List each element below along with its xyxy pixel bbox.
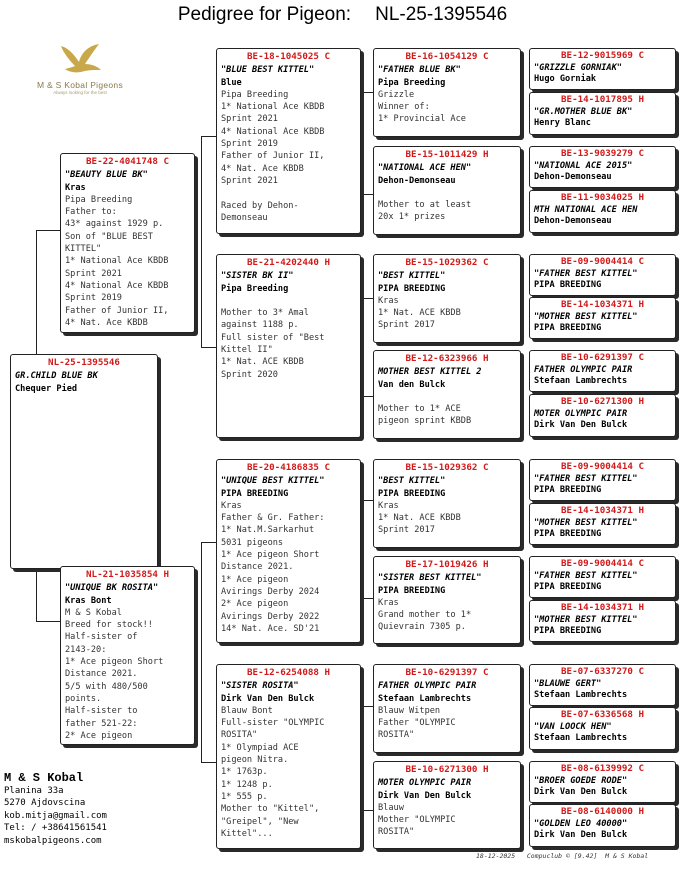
ring-number: BE-07-6336568 H [561, 709, 644, 720]
pigeon-card-gggp5[interactable] [529, 254, 676, 296]
pigeon-color: PIPA BREEDING [534, 485, 602, 496]
connector-line [36, 230, 60, 231]
connector-line [201, 542, 202, 762]
pigeon-name: "BEST KITTEL" [378, 271, 446, 282]
owner-address: Planina 33a [4, 785, 64, 796]
pigeon-color: Dirk Van Den Bulck [534, 830, 628, 841]
pigeon-card-gggp12[interactable] [529, 600, 676, 642]
pigeon-name: FATHER OLYMPIC PAIR [534, 364, 633, 375]
pigeon-card-gggp10[interactable] [529, 503, 676, 545]
ring-number: BE-09-9004414 C [561, 256, 644, 267]
pigeon-card-ggp2[interactable] [373, 146, 521, 235]
connector-line [201, 762, 216, 763]
ring-number: NL-25-1395546 [48, 357, 120, 368]
pigeon-notes: Pipa Breeding Father to: 43* against 1929 p. Son of "BLUE BEST KITTEL" 1* National Ace KBDB Sprint 2021 4* National Ace KBDB Sprint 2019 Father of Junior II, 4* Nat. Ace KBDB [65, 194, 169, 328]
pigeon-card-subject[interactable] [10, 354, 158, 569]
pigeon-color: Dirk Van Den Bulck [378, 790, 472, 801]
owner-phone: Tel: / +38641561541 [4, 823, 107, 833]
pigeon-color: Henry Blanc [534, 118, 591, 129]
ring-number: BE-08-6140000 H [561, 806, 644, 817]
pigeon-card-gggp11[interactable] [529, 556, 676, 598]
title-ring: NL-25-1395546 [375, 4, 508, 25]
pigeon-name: "BEAUTY BLUE BK" [65, 170, 148, 181]
pigeon-card-gggp1[interactable] [529, 48, 676, 90]
connector-line [201, 136, 202, 347]
pigeon-name: "SISTER BEST KITTEL" [378, 573, 482, 584]
pigeon-card-ggp7[interactable] [373, 664, 521, 753]
pigeon-color: Dirk Van Den Bulck [221, 693, 315, 704]
ring-number: BE-12-9015969 C [561, 50, 644, 61]
pigeon-name: FATHER OLYMPIC PAIR [378, 681, 477, 692]
pigeon-card-gggp15[interactable] [529, 761, 676, 803]
pigeon-color: Stefaan Lambrechts [534, 376, 628, 387]
pigeon-name: "UNIQUE BEST KITTEL" [221, 476, 325, 487]
pigeon-name: "NATIONAL ACE HEN" [378, 163, 472, 174]
owner-info [4, 772, 107, 847]
pigeon-color: Hugo Gorniak [534, 74, 597, 85]
pigeon-card-gggp2[interactable] [529, 92, 676, 135]
pigeon-name: "SISTER BK II" [221, 271, 294, 282]
pigeon-color: Pipa Breeding [221, 283, 289, 294]
ring-number: BE-09-9004414 C [561, 558, 644, 569]
pigeon-name: "MOTHER BEST KITTEL" [534, 517, 638, 528]
pigeon-notes: Kras Grand mother to 1* Quievrain 7305 p. [378, 597, 472, 633]
ring-number: BE-15-1029362 C [405, 257, 489, 268]
ring-number: BE-13-9039279 C [561, 148, 644, 159]
pigeon-color: Dehon-Demonseau [378, 175, 456, 186]
pigeon-notes: Grizzle Winner of: 1* Provincial Ace [378, 89, 466, 125]
ring-number: BE-08-6139992 C [561, 763, 644, 774]
ring-number: BE-12-6254088 H [247, 667, 330, 678]
pigeon-name: "BEST KITTEL" [378, 476, 446, 487]
connector-line [201, 542, 216, 543]
ring-number: BE-10-6291397 C [561, 352, 644, 363]
ring-number: NL-21-1035854 H [86, 569, 169, 580]
connector-line [36, 621, 60, 622]
page-title [0, 4, 685, 26]
ring-number: BE-18-1045025 C [247, 51, 330, 62]
pigeon-color: Kras Bont [65, 595, 112, 606]
pigeon-color: Van den Bulck [378, 379, 446, 390]
connector-line [363, 194, 373, 195]
pigeon-card-ggp4[interactable] [373, 350, 521, 439]
pigeon-card-gggp6[interactable] [529, 297, 676, 339]
pigeon-color: PIPA BREEDING [378, 488, 446, 499]
pigeon-color: PIPA BREEDING [534, 529, 602, 540]
pigeon-color: Blue [221, 77, 242, 88]
connector-line [363, 500, 373, 501]
pigeon-notes: Kras Father & Gr. Father: 1* Nat.M.Sarkarhut 5031 pigeons 1* Ace pigeon Short Distance 2021. 1* Ace pigeon Avirings Derby 2024 2* Ace pigeon Avirings Derby 2022 14* Nat. Ace. SD'21 [221, 500, 325, 634]
pigeon-notes: Blauw Mother "OLYMPIC ROSITA" [378, 802, 456, 838]
pigeon-card-gggp4[interactable] [529, 190, 676, 233]
pigeon-color: PIPA BREEDING [534, 582, 602, 593]
owner-city: 5270 Ajdovscina [4, 798, 86, 808]
pigeon-notes: Blauw Bont Full-sister "OLYMPIC ROSITA" 1* Olympiad ACE pigeon Nitra. 1* 1763p. 1* 1248 p. 1* 555 p. Mother to "Kittel", "Greipel", "New Kittel"... [221, 705, 325, 839]
pigeon-card-gggp14[interactable] [529, 707, 676, 750]
pigeon-color: Stefaan Lambrechts [534, 733, 628, 744]
pigeon-card-gp4[interactable] [216, 664, 361, 849]
pigeon-color: PIPA BREEDING [534, 280, 602, 291]
ring-number: BE-14-1017895 H [561, 94, 644, 105]
pigeon-card-gp2[interactable] [216, 254, 361, 438]
logo [24, 42, 136, 102]
owner-name: M & S Kobal [4, 771, 84, 785]
ring-number: BE-14-1034371 H [561, 299, 644, 310]
dove-icon [53, 42, 107, 76]
pigeon-name: "BROER GOEDE RODE" [534, 775, 628, 786]
pigeon-name: "FATHER BEST KITTEL" [534, 268, 638, 279]
connector-line [36, 569, 37, 621]
pigeon-name: "UNIQUE BK ROSITA" [65, 583, 159, 594]
connector-line [36, 230, 37, 354]
pigeon-notes: M & S Kobal Breed for stock!! Half-sister of 2143-20: 1* Ace pigeon Short Distance 2021. 5/5 with 480/500 points. Half-sister to father 521-22: 2* Ace pigeon [65, 607, 164, 741]
ring-number: BE-14-1034371 H [561, 602, 644, 613]
pigeon-name: MOTER OLYMPIC PAIR [378, 778, 472, 789]
pigeon-name: "FATHER BEST KITTEL" [534, 473, 638, 484]
pigeon-name: "GRIZZLE GORNIAK" [534, 62, 622, 73]
ring-number: BE-22-4041748 C [86, 156, 169, 167]
pigeon-name: "NATIONAL ACE 2015" [534, 160, 633, 171]
connector-line [363, 396, 373, 397]
pigeon-card-gp1[interactable] [216, 48, 361, 234]
pigeon-card-gggp7[interactable] [529, 350, 676, 392]
pigeon-color: Stefaan Lambrechts [378, 693, 472, 704]
pigeon-name: GR.CHILD BLUE BK [15, 371, 98, 382]
pigeon-card-gggp9[interactable] [529, 459, 676, 501]
pigeon-card-gp3[interactable] [216, 459, 361, 643]
connector-line [363, 706, 364, 810]
pigeon-name: "BLUE BEST KITTEL" [221, 65, 315, 76]
pigeon-name: "GR.MOTHER BLUE BK" [534, 106, 633, 117]
connector-line [363, 92, 364, 194]
pigeon-card-gggp3[interactable] [529, 146, 676, 188]
pigeon-name: MOTER OLYMPIC PAIR [534, 408, 628, 419]
pigeon-name: "FATHER BLUE BK" [378, 65, 461, 76]
pigeon-color: PIPA BREEDING [378, 585, 446, 596]
pigeon-name: "VAN LOOCK HEN" [534, 721, 612, 732]
ring-number: BE-10-6291397 C [405, 667, 489, 678]
ring-number: BE-15-1029362 C [405, 462, 489, 473]
owner-website[interactable]: mskobalpigeons.com [4, 835, 102, 846]
ring-number: BE-21-4202440 H [247, 257, 330, 268]
pigeon-card-ggp5[interactable] [373, 459, 521, 548]
connector-line [363, 706, 373, 707]
logo-slogan: Always looking for the best [53, 90, 107, 95]
pigeon-color: PIPA BREEDING [378, 283, 446, 294]
pigeon-color: Dirk Van Den Bulck [534, 420, 628, 431]
pigeon-color: Pipa Breeding [378, 77, 446, 88]
ring-number: BE-07-6337270 C [561, 666, 644, 677]
connector-line [363, 298, 364, 396]
pigeon-card-gggp16[interactable] [529, 804, 676, 847]
pigeon-color: Dirk Van Den Bulck [534, 787, 628, 798]
pigeon-card-ggp6[interactable] [373, 556, 521, 644]
connector-line [363, 810, 373, 811]
pigeon-name: MTH NATIONAL ACE HEN [534, 204, 638, 215]
connector-line [363, 500, 364, 598]
connector-line [363, 298, 373, 299]
pigeon-name: "BLAUWE GERT" [534, 678, 602, 689]
connector-line [201, 136, 216, 137]
pigeon-name: MOTHER BEST KITTEL 2 [378, 367, 482, 378]
pigeon-color: Stefaan Lambrechts [534, 690, 628, 701]
pigeon-color: Kras [65, 182, 86, 193]
pigeon-card-ggp8[interactable] [373, 761, 521, 849]
pigeon-notes: Mother to 3* Amal against 1188 p. Full sister of "Best Kittel II" 1* Nat. ACE KBDB Sprint 2020 [221, 308, 325, 380]
pigeon-name: "GOLDEN LEO 40000" [534, 818, 628, 829]
pigeon-card-ggp1[interactable] [373, 48, 521, 137]
pigeon-notes: Mother to 1* ACE pigeon sprint KBDB [378, 404, 472, 427]
ring-number: BE-15-1011429 H [405, 149, 489, 160]
connector-line [363, 598, 373, 599]
pigeon-card-dam[interactable] [60, 566, 195, 745]
pigeon-color: Dehon-Demonseau [534, 216, 612, 227]
pigeon-card-gggp8[interactable] [529, 394, 676, 437]
pigeon-card-ggp3[interactable] [373, 254, 521, 343]
pigeon-name: "MOTHER BEST KITTEL" [534, 311, 638, 322]
owner-email[interactable]: kob.mitja@gmail.com [4, 810, 107, 821]
ring-number: BE-16-1054129 C [405, 51, 489, 62]
ring-number: BE-11-9034025 H [561, 192, 644, 203]
pigeon-color: Chequer Pied [15, 383, 78, 394]
pigeon-notes: Pipa Breeding 1* National Ace KBDB Sprint 2021 4* National Ace KBDB Sprint 2019 Father of Junior II, 4* Nat. Ace KBDB Sprint 2021 Raced by Dehon- Demonseau [221, 89, 325, 223]
ring-number: BE-10-6271300 H [561, 396, 644, 407]
pigeon-name: "SISTER ROSITA" [221, 681, 299, 692]
pigeon-card-gggp13[interactable] [529, 664, 676, 706]
footer-credit: 18-12-2025 Compuclub © [9.42] M & S Kobal [476, 852, 649, 860]
title-label: Pedigree for Pigeon: [177, 4, 352, 25]
ring-number: BE-10-6271300 H [405, 764, 489, 775]
pigeon-card-sire[interactable] [60, 153, 195, 333]
ring-number: BE-12-6323966 H [405, 353, 489, 364]
ring-number: BE-09-9004414 C [561, 461, 644, 472]
pigeon-name: "FATHER BEST KITTEL" [534, 570, 638, 581]
pigeon-color: PIPA BREEDING [221, 488, 289, 499]
ring-number: BE-20-4186835 C [247, 462, 330, 473]
connector-line [363, 92, 373, 93]
pigeon-notes: Mother to at least 20x 1* prizes [378, 200, 472, 223]
pigeon-color: PIPA BREEDING [534, 626, 602, 637]
pigeon-color: Dehon-Demonseau [534, 172, 612, 183]
pigeon-notes: Kras 1* Nat. ACE KBDB Sprint 2017 [378, 500, 461, 536]
logo-brand: M & S Kobal Pigeons [36, 80, 124, 90]
pigeon-color: PIPA BREEDING [534, 323, 602, 334]
ring-number: BE-14-1034371 H [561, 505, 644, 516]
ring-number: BE-17-1019426 H [405, 559, 489, 570]
pigeon-name: "MOTHER BEST KITTEL" [534, 614, 638, 625]
pigeon-notes: Blauw Witpen Father "OLYMPIC ROSITA" [378, 705, 456, 741]
pigeon-notes: Kras 1* Nat. ACE KBDB Sprint 2017 [378, 295, 461, 331]
connector-line [201, 347, 216, 348]
